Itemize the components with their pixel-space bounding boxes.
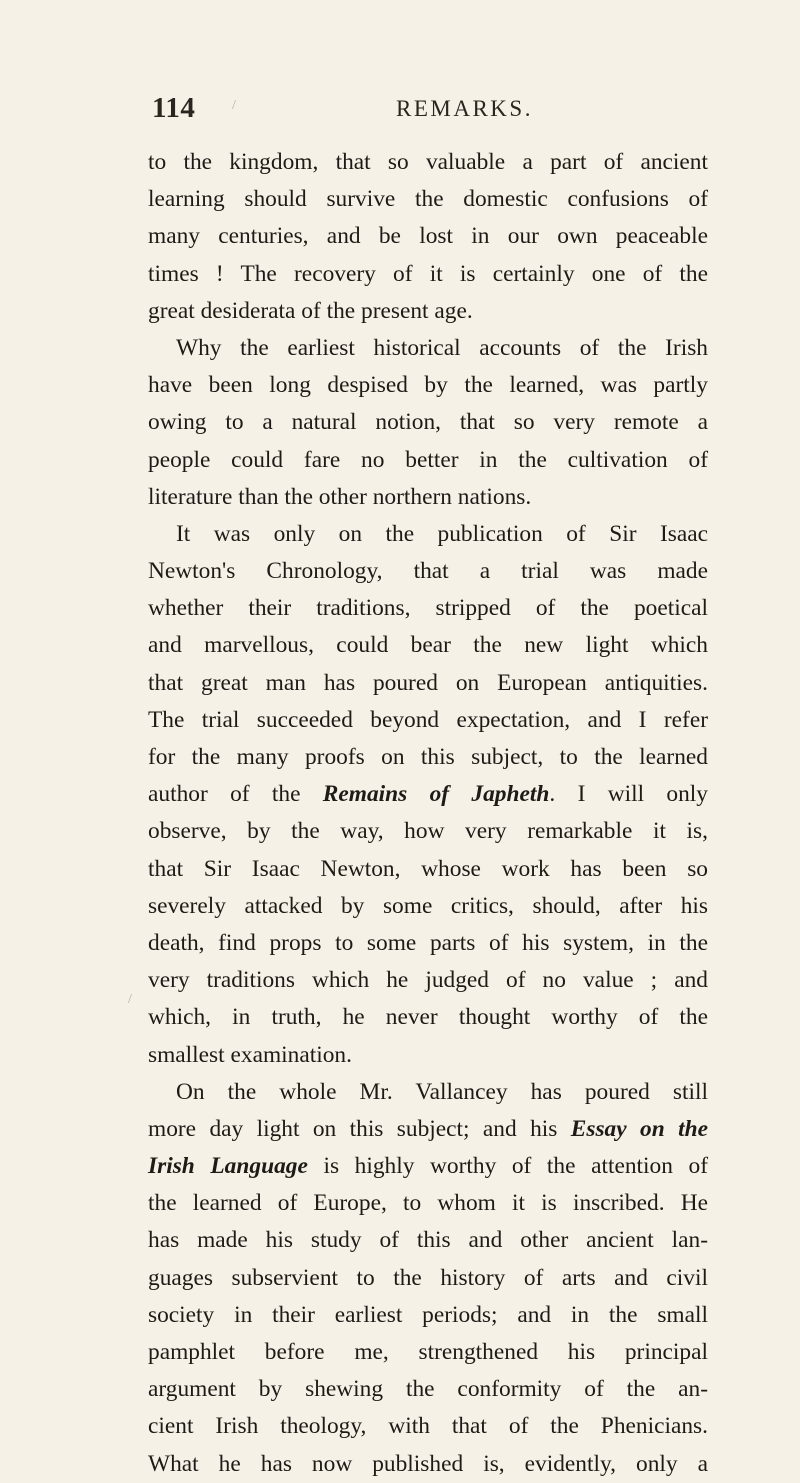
text-line: It was only on the publication of Sir Isaac xyxy=(176,520,708,547)
text-line: to the kingdom, that so valuable a part of ancient xyxy=(148,149,708,175)
text-run: more day light on this subject; and his xyxy=(148,1115,571,1142)
text-line xyxy=(148,1111,708,1148)
text-line: society in their earliest periods; and in the small xyxy=(148,1301,708,1328)
text-line: severely attacked by some critics, should, after his xyxy=(148,892,708,919)
text-line: owing to a natural notion, that so very remote a xyxy=(148,409,708,436)
text-line: people could fare no better in the cultivation of xyxy=(148,446,708,473)
text-line: smallest examination. xyxy=(148,1041,352,1068)
italic-title: Remains of Japheth xyxy=(322,781,550,808)
stray-mark: / xyxy=(232,98,236,113)
text-line: death, find props to some parts of his system, in the xyxy=(148,929,708,956)
text-line: which, in truth, he never thought worthy of the xyxy=(148,1004,708,1031)
page-header xyxy=(152,92,732,132)
text-line: that Sir Isaac Newton, whose work has been so xyxy=(148,855,708,882)
running-head: REMARKS. xyxy=(396,96,533,121)
italic-title: Essay on the xyxy=(570,1115,708,1142)
text-line: Why the earliest historical accounts of the Irish xyxy=(176,334,708,361)
text-line: observe, by the way, how very remarkable it is, xyxy=(148,818,708,845)
text-line: pamphlet before me, strengthened his principal xyxy=(148,1339,708,1365)
body-text xyxy=(148,144,708,1483)
text-line xyxy=(148,1148,708,1185)
italic-title: Irish Language xyxy=(148,1153,308,1180)
text-line: that great man has poured on European antiquities. xyxy=(148,669,708,696)
text-line: What he has now published is, evidently, only a xyxy=(148,1450,708,1477)
text-line: On the whole Mr. Vallancey has poured still xyxy=(176,1078,708,1105)
text-line: literature than the other northern nations. xyxy=(148,483,532,510)
text-line: The trial succeeded beyond expectation, and I refer xyxy=(148,706,708,733)
text-line: Newton's Chronology, that a trial was made xyxy=(148,558,708,585)
text-line: many centuries, and be lost in our own peaceable xyxy=(148,223,708,250)
text-run: is highly worthy of the attention of xyxy=(307,1153,708,1180)
text-line: guages subservient to the history of arts and civil xyxy=(148,1264,708,1291)
text-line: great desiderata of the present age. xyxy=(148,297,473,324)
page-number: 114 xyxy=(152,92,196,124)
text-line xyxy=(148,776,708,813)
text-run: . I will only xyxy=(549,781,708,808)
text-line: whether their traditions, stripped of the poetical xyxy=(148,595,708,622)
text-line: times ! The recovery of it is certainly one of the xyxy=(148,260,708,287)
text-line: for the many proofs on this subject, to the learned xyxy=(148,744,708,770)
text-line: has made his study of this and other ancient lan- xyxy=(148,1227,708,1254)
text-line: and marvellous, could bear the new light which xyxy=(148,632,708,659)
text-line: have been long despised by the learned, was partly xyxy=(148,372,708,399)
text-line: cient Irish theology, with that of the Phenicians. xyxy=(148,1413,708,1440)
stray-mark: / xyxy=(128,992,132,1007)
text-line: learning should survive the domestic confusions of xyxy=(148,186,708,213)
text-line: the learned of Europe, to whom it is inscribed. He xyxy=(148,1190,708,1217)
text-run: author of the xyxy=(148,781,323,808)
text-line: very traditions which he judged of no value ; and xyxy=(148,967,708,994)
text-line: argument by shewing the conformity of the an- xyxy=(148,1376,708,1403)
